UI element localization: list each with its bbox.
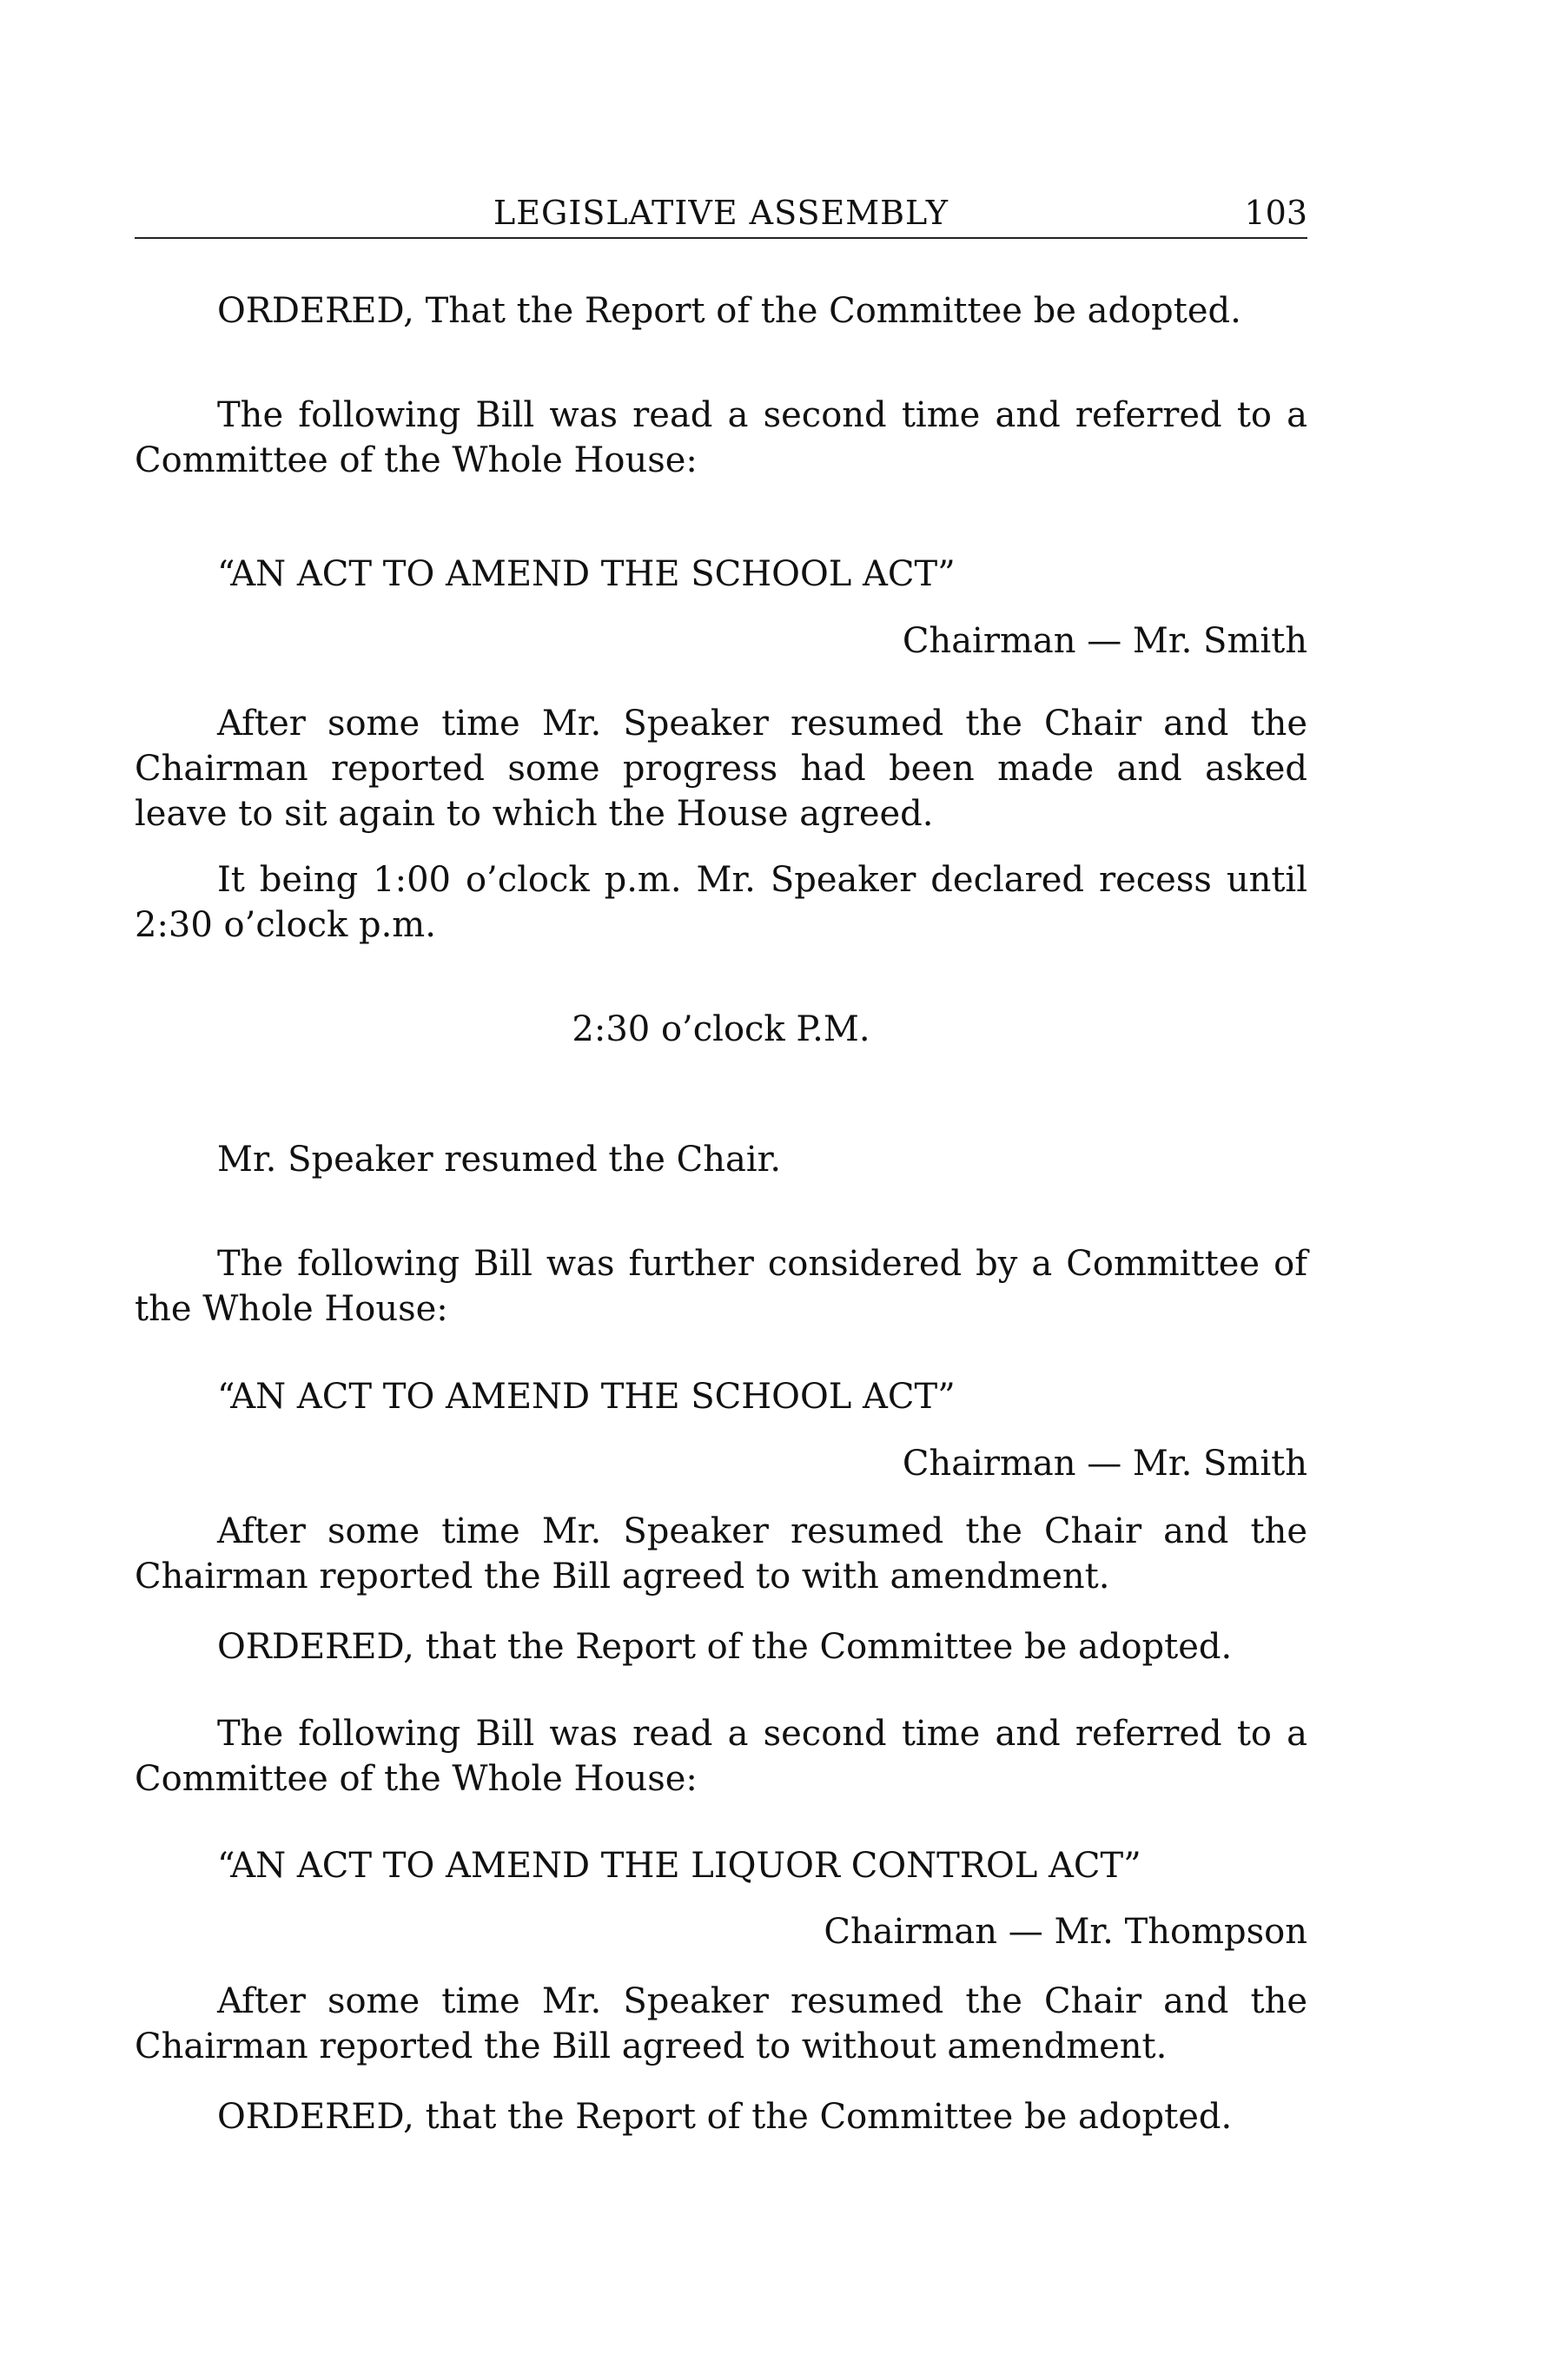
bill-chairman-1: Chairman — Mr. Smith (902, 621, 1307, 661)
speaker-resumed-paragraph: Mr. Speaker resumed the Chair. (217, 1140, 782, 1180)
bill-referral-paragraph-2: The following Bill was read a second time and referred to a Committee of the Whole House: (135, 1714, 1307, 1799)
bill-title-1: “AN ACT TO AMEND THE SCHOOL ACT” (217, 554, 956, 594)
page-header (135, 187, 1307, 239)
document-page (135, 187, 1307, 2137)
bill-chairman-2: Chairman — Mr. Smith (902, 1444, 1307, 1484)
page-header-title: LEGISLATIVE ASSEMBLY (493, 194, 949, 232)
ordered-paragraph-2: ORDERED, that the Report of the Committee be adopted. (217, 1627, 1233, 1667)
ordered-paragraph-3: ORDERED, that the Report of the Committee be adopted. (217, 2097, 1233, 2137)
bill-chairman-3: Chairman — Mr. Thompson (824, 1912, 1307, 1952)
bill-title-3: “AN ACT TO AMEND THE LIQUOR CONTROL ACT” (217, 1846, 1141, 1886)
bill-title-2: “AN ACT TO AMEND THE SCHOOL ACT” (217, 1377, 956, 1417)
ordered-paragraph-1: ORDERED, That the Report of the Committee be adopted. (217, 291, 1241, 331)
afternoon-time-heading: 2:30 o’clock P.M. (572, 1009, 870, 1049)
recess-paragraph: It being 1:00 o’clock p.m. Mr. Speaker declared recess until 2:30 o’clock p.m. (135, 860, 1307, 945)
bill-referral-paragraph-1: The following Bill was read a second time and referred to a Committee of the Whole House: (135, 395, 1307, 480)
further-considered-paragraph: The following Bill was further considered by a Committee of the Whole House: (135, 1244, 1307, 1329)
without-amendment-paragraph: After some time Mr. Speaker resumed the Chair and the Chairman reported the Bill agreed to without amendment. (135, 1981, 1307, 2066)
page-number: 103 (1244, 194, 1307, 232)
progress-paragraph: After some time Mr. Speaker resumed the Chair and the Chairman reported some progress had been made and asked leave to sit again to which the House agreed. (135, 704, 1307, 834)
with-amendment-paragraph: After some time Mr. Speaker resumed the Chair and the Chairman reported the Bill agreed to with amendment. (135, 1511, 1307, 1597)
